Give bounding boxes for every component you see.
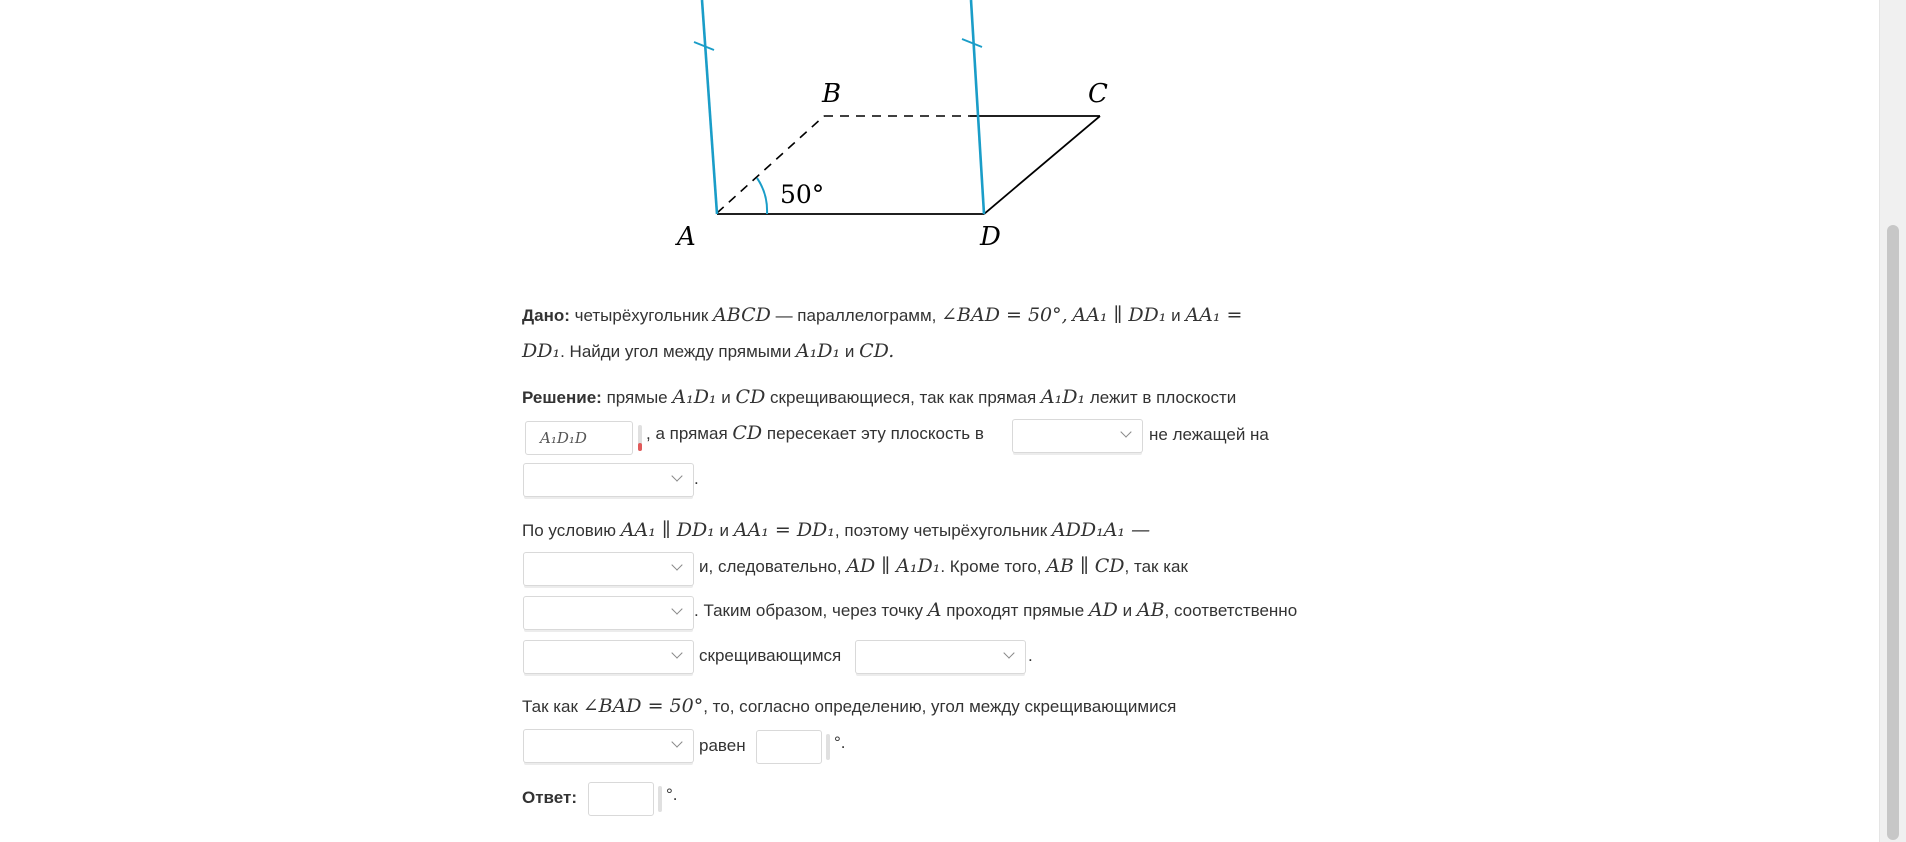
chevron-down-icon <box>1003 647 1014 658</box>
input-indicator <box>826 734 830 760</box>
solution-label: Решение: <box>522 388 602 407</box>
chevron-down-icon <box>671 470 682 481</box>
vertical-scrollbar[interactable] <box>1879 0 1906 842</box>
para3-line-1: Так как ∠BAD = 50°, то, согласно определению, угол между скрещивающимися <box>522 695 1177 717</box>
edge-dd1 <box>971 0 984 214</box>
angle-input[interactable] <box>756 730 822 764</box>
label-a: A <box>677 222 696 252</box>
solution-line-2b: не лежащей на <box>1149 425 1269 444</box>
chevron-down-icon <box>671 559 682 570</box>
given-label: Дано: <box>522 306 570 325</box>
given-line-1: Дано: четырёхугольник ABCD — параллелограмм, ∠BAD = 50°, AA₁ ∥ DD₁ и AA₁ = <box>522 304 1243 326</box>
scrollbar-thumb[interactable] <box>1887 225 1899 840</box>
label-d: D <box>980 222 1001 252</box>
label-c: C <box>1088 79 1108 109</box>
plane-input-value: A₁D₁D <box>540 429 587 447</box>
angle-arc <box>757 178 767 214</box>
given-line-2: DD₁. Найди угол между прямыми A₁D₁ и CD. <box>522 340 895 362</box>
answer-input[interactable] <box>588 782 654 816</box>
edge-aa1 <box>702 0 717 214</box>
edge-cd <box>984 116 1100 214</box>
answer-label: Ответ: <box>522 788 577 807</box>
para2-line-2: и, следовательно, AD ∥ A₁D₁. Кроме того, AB ∥ CD, так как <box>699 555 1188 577</box>
line-select[interactable] <box>523 463 694 497</box>
quadrilateral-type-select[interactable] <box>523 552 694 586</box>
lines-pair-select[interactable] <box>523 729 694 763</box>
answer-indicator <box>658 786 662 812</box>
chevron-down-icon <box>671 647 682 658</box>
tick-dd1 <box>962 39 982 47</box>
label-angle: 50° <box>780 180 825 209</box>
point-select[interactable] <box>1012 419 1143 453</box>
chevron-down-icon <box>1120 426 1131 437</box>
solution-line-2a: , а прямая CD пересекает эту плоскость в <box>646 422 984 444</box>
label-b: B <box>822 79 842 109</box>
solution-line-1: Решение: прямые A₁D₁ и CD скрещивающиеся, так как прямая A₁D₁ лежит в плоскости <box>522 386 1237 408</box>
chevron-down-icon <box>671 603 682 614</box>
geometry-figure <box>660 0 1140 270</box>
parallel-lines-select[interactable] <box>523 640 694 674</box>
chevron-down-icon <box>671 736 682 747</box>
para2-line-3: . Таким образом, через точку A проходят прямые AD и AB, соответственно <box>694 599 1298 621</box>
error-indicator <box>638 425 642 451</box>
plane-input[interactable] <box>525 421 633 455</box>
para2-line-1: По условию AA₁ ∥ DD₁ и AA₁ = DD₁, поэтому четырёхугольник ADD₁A₁ — <box>522 519 1151 541</box>
task-content: A B C D 50° Дано: четырёхугольник ABCD — параллелограмм, ∠BAD = 50°, AA₁ ∥ DD₁ и AA₁ = DD₁. Найди угол между прямыми A₁D₁ и CD. Решение: прямые A₁D₁ и CD скрещивающиеся, так как прямая A₁D₁ лежит в плоскости A₁D₁D , а прямая CD пересекает эту плоскость в не лежащей на . По условию AA₁ ∥ DD₁ и AA₁ = DD₁, поэтому четырёхугольник ADD₁A₁ — и, следовательно, AD ∥ A₁D₁. Кроме того, AB ∥ CD, так как . Таким образом, через точку A проходят прямые AD и AB, соответственно скрещивающимся . Так как ∠BAD = 50°, то, согласно определению, угол между скрещивающимися равен °. Ответ: °. <box>0 0 1880 842</box>
parallelogram-drawing <box>660 0 1140 270</box>
reason-select[interactable] <box>523 596 694 630</box>
skew-lines-select[interactable] <box>855 640 1026 674</box>
